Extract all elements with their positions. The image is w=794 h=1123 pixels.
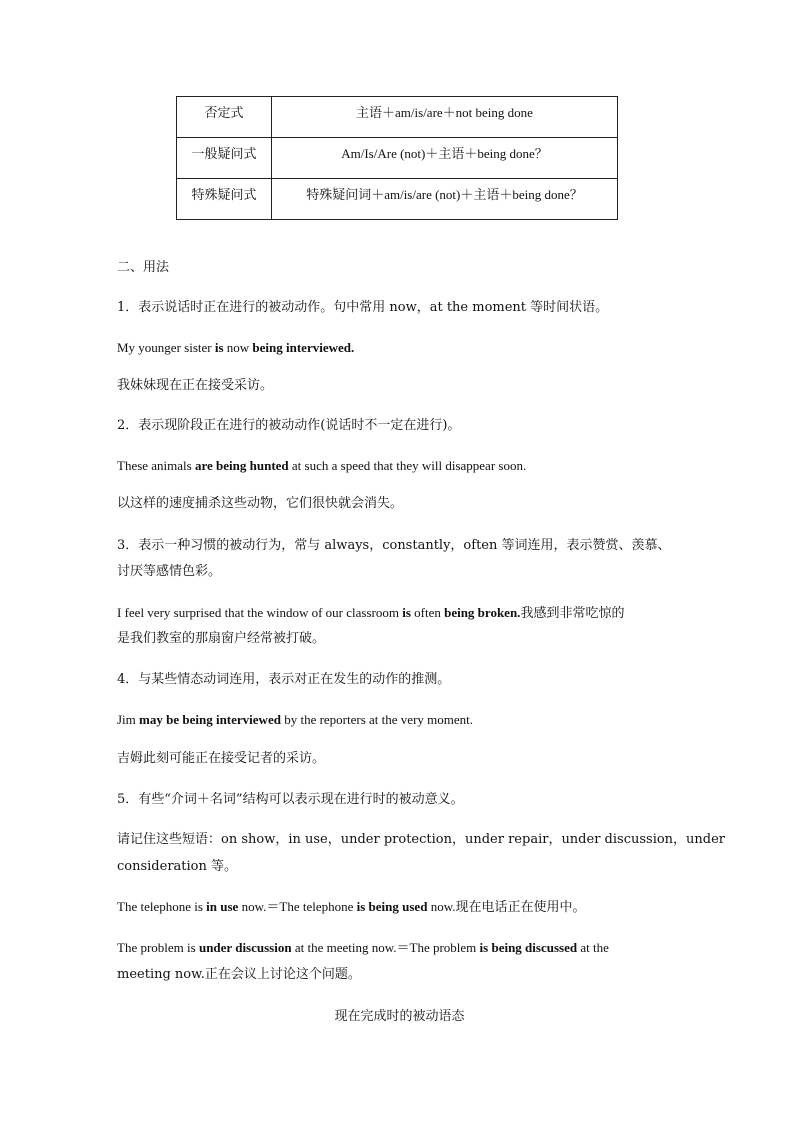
phrase-list-line2: consideration 等。 [117, 859, 238, 874]
table-cell-formula: 特殊疑问词＋am/is/are (not)＋主语＋being done？ [272, 179, 618, 220]
table-row [177, 138, 618, 179]
table-cell-formula: Am/Is/Are (not)＋主语＋being done？ [272, 138, 618, 179]
example-3: I feel very surprised that the window of our classroom is often being broken.我感到非常吃惊的 [117, 605, 625, 620]
table-row [177, 97, 618, 138]
example-5: The telephone is in use now.＝The telephone is being used now.现在电话正在使用中。 [117, 899, 586, 914]
usage-3-line2: 讨厌等感情色彩。 [117, 564, 222, 579]
usage-2: 2．表示现阶段正在进行的被动动作(说话时不一定在进行)。 [117, 418, 461, 433]
phrase-list-line1: 请记住这些短语：on show，in use，under protection，under repair，under discussion，under [117, 832, 726, 847]
example-6: The problem is under discussion at the meeting now.＝The problem is being discussed at the [117, 940, 609, 955]
example-1: My younger sister is now being interviewed. [117, 340, 355, 355]
table-cell-label: 特殊疑问式 [177, 179, 272, 220]
example-6-line2: meeting now.正在会议上讨论这个问题。 [117, 967, 361, 982]
table-cell-label: 否定式 [177, 97, 272, 138]
example-3-line2: 是我们教室的那扇窗户经常被打破。 [117, 631, 326, 646]
next-section-title: 现在完成时的被动语态 [334, 1009, 465, 1024]
translation-1: 我妹妹现在正在接受采访。 [117, 378, 274, 393]
section-title: 二、用法 [117, 260, 170, 275]
table-cell-formula: 主语＋am/is/are＋not being done [272, 97, 618, 138]
example-4: Jim may be being interviewed by the reporters at the very moment. [117, 712, 474, 727]
usage-3-line1: 3．表示一种习惯的被动行为，常与 always，constantly，often 等词连用，表示赞赏、羡慕、 [117, 538, 671, 553]
translation-4: 吉姆此刻可能正在接受记者的采访。 [117, 751, 326, 766]
table-row [177, 179, 618, 220]
translation-2: 以这样的速度捕杀这些动物，它们很快就会消失。 [117, 496, 404, 511]
usage-5: 5．有些“介词＋名词”结构可以表示现在进行时的被动意义。 [117, 792, 464, 807]
example-2: These animals are being hunted at such a speed that they will disappear soon. [117, 458, 527, 473]
usage-4: 4．与某些情态动词连用，表示对正在发生的动作的推测。 [117, 672, 451, 687]
table-cell-label: 一般疑问式 [177, 138, 272, 179]
passive-forms-table [176, 96, 618, 220]
usage-1: 1．表示说话时正在进行的被动动作。句中常用 now，at the moment 等时间状语。 [117, 300, 609, 315]
